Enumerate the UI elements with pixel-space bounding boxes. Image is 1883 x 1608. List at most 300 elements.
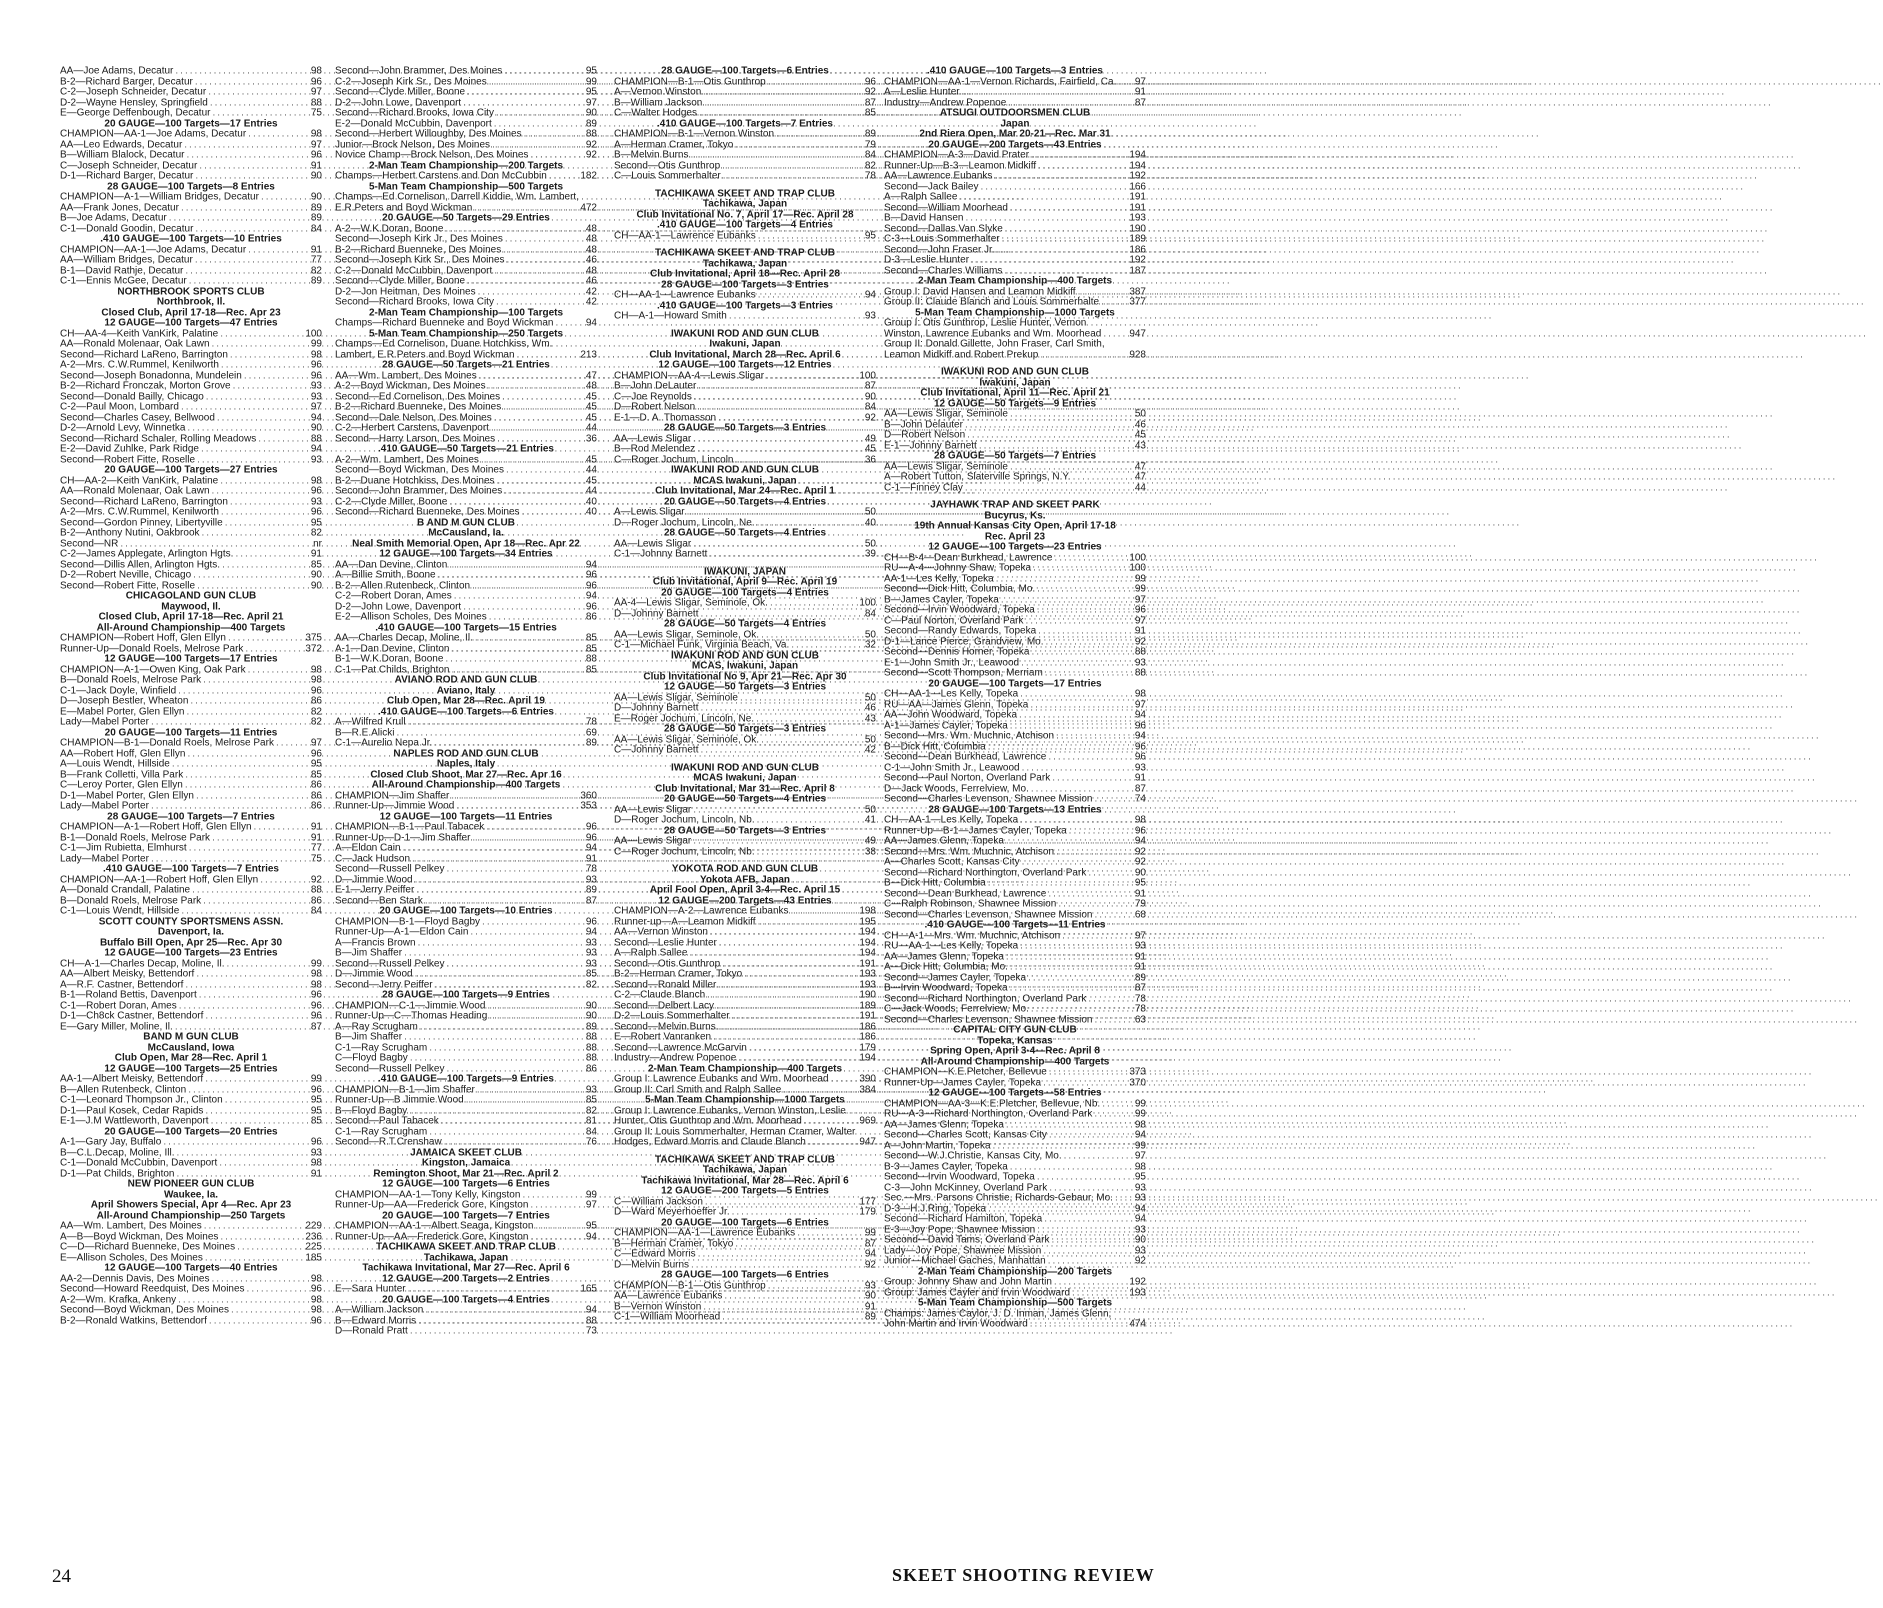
score: 90 <box>310 190 322 203</box>
score: 195 <box>859 915 876 927</box>
section-heading: .410 GAUGE—100 Targets—4 Entries <box>657 218 833 231</box>
shooter-name: B—William Jackson <box>614 96 703 108</box>
score: 96 <box>310 505 322 518</box>
shooter-name: E-1—J.M Wattleworth, Davenport <box>60 1114 209 1127</box>
score: 78 <box>1134 992 1146 1004</box>
shooter-name: CHAMPION—C-1—Jimmie Wood <box>335 999 486 1011</box>
score: 96 <box>310 148 322 161</box>
section-heading: TACHIKAWA SKEET AND TRAP CLUB <box>655 246 835 259</box>
shooter-name: AA—Lawrence Eubanks <box>884 169 993 182</box>
score: 93 <box>1134 1244 1146 1256</box>
shooter-name: AA—Wm. Lambert, Des Moines <box>60 1219 202 1232</box>
shooter-name: CH—AA-1—Lawrence Eubanks <box>614 229 756 241</box>
score: 90 <box>1134 866 1146 878</box>
result-text-line: Champs: James Caylor, J. D. Inman, James Glenn, <box>884 1307 1112 1319</box>
score: 81 <box>585 1114 597 1127</box>
section-heading: MCAS, Iwakuni, Japan <box>691 659 799 672</box>
score: 373 <box>1129 1065 1146 1078</box>
shooter-name: Second—James Cayler, Topeka <box>884 971 1027 983</box>
shooter-name: C-2—James Applegate, Arlington Hgts. <box>60 547 234 560</box>
score: 88 <box>585 1051 597 1064</box>
section-heading: Yokota AFB, Japan <box>699 873 790 885</box>
score: 236 <box>305 1230 322 1242</box>
score: 91 <box>310 547 322 560</box>
score: 194 <box>859 936 876 948</box>
score: 95 <box>864 229 876 241</box>
section-heading: 20 GAUGE—100 Targets—20 Entries <box>104 1125 278 1137</box>
score: 44 <box>585 463 597 476</box>
shooter-name: C-2—Paul Moon, Lombard <box>60 400 179 413</box>
shooter-name: AA—Ronald Molenaar, Oak Lawn <box>60 337 210 350</box>
shooter-name: AA-4—Lewis Sligar, Seminole, Ok. <box>614 596 768 609</box>
shooter-name: B-2—Richard Buenneke, Des Moines <box>335 243 502 255</box>
score: 94 <box>1134 1128 1146 1141</box>
shooter-name: C-1—Johnny Barnett <box>614 547 708 560</box>
shooter-name: C—Roger Jochum, Lincoln <box>614 453 734 465</box>
score: 90 <box>585 106 597 119</box>
shooter-name: CHAMPION—Robert Hoff, Glen Ellyn <box>60 631 226 644</box>
section-heading: 20 GAUGE—100 Targets—4 Entries <box>382 1293 550 1305</box>
score: 194 <box>1129 148 1146 161</box>
shooter-name: CHAMPION—B-1—Otis Gunthrop <box>614 1279 766 1291</box>
dot-leader <box>729 311 856 322</box>
shooter-name: E-2—David Zuhlke, Park Ridge <box>60 442 199 455</box>
score: 94 <box>1134 729 1146 742</box>
shooter-name: E—Robert Vanranken <box>614 1030 712 1043</box>
shooter-name: E.R.Peters and Boyd Wickman <box>335 201 473 213</box>
score: 99 <box>585 1188 597 1200</box>
score: 68 <box>1134 908 1146 920</box>
shooter-name: C—Johnny Barnett <box>614 743 699 756</box>
shooter-name: Second—Harry Larson, Des Moines <box>335 432 496 444</box>
shooter-name: C-1—Pat Childs, Brighton <box>335 663 450 675</box>
score: 213 <box>580 348 597 360</box>
section-heading: 12 GAUGE—100 Targets—11 Entries <box>379 810 553 822</box>
score: 87 <box>310 1020 322 1032</box>
shooter-name: Hunter, Otis Gunthrop and Wm. Moorhead <box>614 1114 802 1127</box>
shooter-name: E—Gary Miller, Moline, Il. <box>60 1020 173 1032</box>
section-heading: Closed Club Shoot, Mar 27—Rec. Apr 16 <box>370 768 562 780</box>
section-heading: .410 GAUGE—100 Targets—11 Entries <box>924 918 1106 931</box>
shooter-name: C—Walter Hodges <box>614 106 697 119</box>
shooter-name: C-2—Donald McCubbin, Davenport <box>335 264 493 276</box>
shooter-name: Sec.—Mrs. Parsons Christie, Richards-Gebaur, Mo. <box>884 1191 1113 1204</box>
section-heading: 20 GAUGE—100 Targets—17 Entries <box>928 677 1102 689</box>
score: 190 <box>859 988 876 1001</box>
section-heading: 12 GAUGE—100 Targets—23 Entries <box>928 540 1102 553</box>
section-heading: 20 GAUGE—100 Targets—7 Entries <box>382 1209 550 1221</box>
shooter-name: E—Sara Hunter <box>335 1282 406 1295</box>
shooter-name: C—Joe Reynolds <box>614 390 692 402</box>
score: 93 <box>585 936 597 948</box>
results-column-2 <box>335 66 597 1337</box>
shooter-name: C-1—Finney Clay <box>884 481 963 493</box>
shooter-name: D—Johnny Barnett <box>614 701 699 714</box>
shooter-name: D-2—Louis Sommerhalter <box>614 1009 730 1022</box>
shooter-name: AA—Lewis Sligar <box>614 537 692 549</box>
shooter-name: E—Mabel Porter, Glen Ellyn <box>60 705 185 717</box>
shooter-name: Second—Charles Williams <box>884 264 1003 276</box>
score: 47 <box>1134 460 1146 472</box>
score: 91 <box>585 852 597 864</box>
page-number: 24 <box>52 1566 71 1587</box>
shooter-name: AA—William Bridges, Decatur <box>60 253 193 266</box>
shooter-name: Second—Mrs. Wm. Muchnic, Atchison <box>884 729 1055 742</box>
shooter-name: CHAMPION—B-1—Floyd Bagby <box>335 915 481 927</box>
shooter-name: Lady—Joy Pope, Shawnee Mission <box>884 1244 1042 1256</box>
score: 84 <box>864 607 876 619</box>
section-heading: 2nd Riera Open, Mar 20-21—Rec. Mar 31 <box>919 127 1111 140</box>
shooter-name: Second—Richard LaReno, Barrington <box>60 348 228 360</box>
section-heading: TACHIKAWA SKEET AND TRAP CLUB <box>376 1240 556 1253</box>
shooter-name: E-3—Joy Pope, Shawnee Mission <box>884 1223 1036 1235</box>
score: 95 <box>585 1219 597 1232</box>
shooter-name: A-2—Wm. Lambert, Des Moines <box>335 453 479 465</box>
section-heading: 12 GAUGE—200 Targets—5 Entries <box>661 1184 829 1197</box>
score: 91 <box>1134 624 1146 637</box>
score: 93 <box>1134 1181 1146 1193</box>
score: 88 <box>585 1314 597 1326</box>
score: 182 <box>580 169 597 182</box>
score: 84 <box>585 1125 597 1137</box>
shooter-name: CHAMPION—B-1—Jim Shaffer <box>335 1083 475 1095</box>
shooter-name: B—Allen Rutenbeck, Clinton <box>60 1083 187 1095</box>
score: 91 <box>1134 887 1146 899</box>
shooter-name: A-1—Gary Jay, Buffalo <box>60 1135 162 1148</box>
score: 192 <box>1129 1275 1146 1288</box>
shooter-name: B—John Delauter <box>884 418 963 430</box>
score: 96 <box>310 684 322 696</box>
dot-leader <box>808 1137 856 1148</box>
section-heading: Club Invitational, April 18—Rec. April 28 <box>650 267 840 280</box>
shooter-name: Runner-Up—C—Thomas Heading <box>335 1009 488 1022</box>
score: 92 <box>585 138 597 150</box>
score: 99 <box>585 75 597 87</box>
shooter-name: Group II: Claude Blanch and Louis Sommerhalte <box>884 295 1100 308</box>
shooter-name: A-2—Wm. Krafka, Ankeny <box>60 1293 177 1305</box>
results-column-3 <box>614 66 876 1323</box>
score: 91 <box>864 1300 876 1312</box>
shooter-name: D—Jimmie Wood <box>335 873 413 885</box>
score: 93 <box>1134 1223 1146 1235</box>
score: 177 <box>859 1195 876 1207</box>
score: 198 <box>859 904 876 917</box>
shooter-name: Second—Dean Burkhead, Lawrence <box>884 750 1047 763</box>
section-heading: 2-Man Team Championship—200 Targets <box>368 159 564 171</box>
dot-leader <box>758 231 856 242</box>
section-heading: Club Invitational, Mar 31—Rec. April 8 <box>655 782 835 794</box>
score: 44 <box>585 421 597 434</box>
score: 92 <box>864 85 876 98</box>
section-heading: 12 GAUGE—100 Targets—47 Entries <box>104 316 278 329</box>
score: 75 <box>310 106 322 119</box>
score: 87 <box>1134 96 1146 108</box>
score: 89 <box>310 201 322 213</box>
section-heading: 12 GAUGE—200 Targets—2 Entries <box>382 1272 550 1284</box>
shooter-name: Second—Dillis Allen, Arlington Hgts. <box>60 558 221 570</box>
score: 98 <box>1134 1118 1146 1130</box>
score: 91 <box>310 831 322 843</box>
section-heading: ATSUGI OUTDOORSMEN CLUB <box>939 106 1091 119</box>
score: 193 <box>859 967 876 980</box>
shooter-name: E-1—D. A. Thomasson <box>614 411 717 423</box>
score: 99 <box>1134 1107 1146 1120</box>
shooter-name: C-2—Joseph Schneider, Decatur <box>60 85 207 98</box>
section-heading: 28 GAUGE—100 Targets—13 Entries <box>928 803 1102 815</box>
shooter-name: CHAMPION—AA-3—K.E.Pletcher, Bellevue, Nb. <box>884 1097 1101 1109</box>
score: 50 <box>864 733 876 745</box>
shooter-name: B-2—Richard Buenneke, Des Moines <box>335 400 502 413</box>
section-heading: McCausland, Iowa <box>147 1041 235 1053</box>
shooter-name: Second—Dean Burkhead, Lawrence <box>884 887 1047 899</box>
score: 93 <box>1134 656 1146 668</box>
shooter-name: C-1—John Smith Jr., Leawood <box>884 761 1020 773</box>
shooter-name: D-1—Richard Barger, Decatur <box>60 169 194 182</box>
section-heading: .410 GAUGE—50 Targets—21 Entries <box>378 442 554 455</box>
shooter-name: Second—Otis Gunthrop <box>614 159 721 171</box>
score: 49 <box>864 834 876 847</box>
score: 45 <box>585 400 597 413</box>
score: 186 <box>859 1020 876 1032</box>
shooter-name: D—Jimmie Wood <box>335 967 413 980</box>
shooter-name: Second—Howard Reedquist, Des Moines <box>60 1282 245 1295</box>
section-heading: Tachikawa, Japan <box>702 1163 788 1176</box>
shooter-name: D—Ronald Pratt <box>335 1324 408 1337</box>
score: 90 <box>585 1009 597 1022</box>
section-heading: 20 GAUGE—50 Targets—29 Entries <box>382 211 550 224</box>
shooter-name: A—John Martin, Topeka <box>884 1139 991 1151</box>
shooter-name: A—Vernon Winston <box>614 85 702 98</box>
score: 46 <box>585 253 597 266</box>
score: 96 <box>310 999 322 1011</box>
score: 189 <box>1129 232 1146 245</box>
dot-leader <box>1030 1319 1126 1330</box>
shooter-name: Second—Charles Levenson, Shawnee Mission <box>884 792 1093 805</box>
section-heading: TACHIKAWA SKEET AND TRAP CLUB <box>655 1153 835 1165</box>
score: 94 <box>585 841 597 854</box>
section-heading: 28 GAUGE—50 Targets—3 Entries <box>663 722 827 735</box>
section-heading: B AND M GUN CLUB <box>417 516 515 528</box>
shooter-name: CHAMPION—A-3—David Prater <box>884 148 1030 161</box>
shooter-name: Runner-Up—B-3—Leamon Midkiff <box>884 159 1037 171</box>
shooter-name: AA—Lewis Sligar, Seminole <box>614 691 738 703</box>
score: 88 <box>585 1041 597 1053</box>
score: 48 <box>585 264 597 276</box>
shooter-name: AA—Albert Meisky, Bettendorf <box>60 967 195 980</box>
score: 82 <box>864 159 876 171</box>
section-heading: Tachikawa, Japan <box>702 257 788 269</box>
shooter-name: Second—Joseph Kirk Jr., Des Moines <box>335 232 503 245</box>
dot-leader <box>1103 329 1126 340</box>
shooter-name: E-1—Jerry Peiffer <box>335 883 415 896</box>
section-heading: All-Around Championship—250 Targets <box>96 1209 286 1221</box>
shooter-name: B-2—Herman Cramer, Tokyo <box>614 967 743 980</box>
result-row <box>614 549 876 560</box>
section-heading: Davenport, Ia. <box>157 925 225 938</box>
shooter-name: B—William Blalock, Decatur <box>60 148 185 161</box>
shooter-name: E—George Deffenbough, Decatur <box>60 106 211 119</box>
score: 96 <box>1134 719 1146 731</box>
score: 96 <box>1134 603 1146 616</box>
shooter-name: B—Donald Roels, Melrose Park <box>60 673 202 686</box>
score: 87 <box>585 894 597 906</box>
score: 43 <box>864 712 876 724</box>
score: 99 <box>1134 1097 1146 1109</box>
section-heading: 12 GAUGE—100 Targets—6 Entries <box>382 1177 550 1190</box>
shooter-name: D-2—Wayne Hensley, Springfield <box>60 96 208 108</box>
score: 92 <box>864 1258 876 1270</box>
score: 191 <box>859 1009 876 1022</box>
shooter-name: CHAMPION—K.E.Pletcher, Bellevue <box>884 1065 1047 1078</box>
section-heading: 12 GAUGE—100 Targets—12 Entries <box>658 358 832 371</box>
section-heading: 12 GAUGE—100 Targets—25 Entries <box>104 1062 278 1074</box>
result-text-line: Champs—Ed Cornelison, Duane Hotchkiss, Wm. <box>335 337 553 350</box>
section-heading: 5-Man Team Championship—500 Targets <box>917 1296 1113 1309</box>
score: 48 <box>585 243 597 255</box>
score: 86 <box>585 610 597 623</box>
score: 94 <box>864 1247 876 1260</box>
shooter-name: CHAMPION—AA-1—Tony Kelly, Kingston <box>335 1188 521 1200</box>
section-heading: MCAS Iwakuni, Japan <box>693 474 797 486</box>
score: 98 <box>310 967 322 980</box>
score: 87 <box>864 379 876 392</box>
score: 185 <box>305 1251 322 1263</box>
score: 186 <box>1129 243 1146 255</box>
shooter-name: Second—Herbert Willoughby, Des Moines <box>335 127 522 140</box>
shooter-name: Second—Charles Levenson, Shawnee Mission <box>884 908 1093 920</box>
section-heading: 28 GAUGE—50 Targets—3 Entries <box>663 824 827 836</box>
score: 225 <box>305 1240 322 1253</box>
score: 94 <box>585 925 597 938</box>
shooter-name: B—Dick Hitt, Columbia <box>884 876 986 889</box>
shooter-name: AA—James Glenn, Topeka <box>884 1118 1004 1130</box>
score: 93 <box>310 1146 322 1158</box>
score: 89 <box>585 117 597 129</box>
shooter-name: AA—Leo Edwards, Decatur <box>60 138 183 150</box>
result-text-line: Group II: Donald Gillette, John Fraser, Carl Smith, <box>884 337 1105 350</box>
shooter-name: Second—Ed Cornelison, Des Moines <box>335 390 501 402</box>
section-heading: Aviano, Italy <box>436 684 496 696</box>
result-row <box>60 1316 322 1327</box>
score: 96 <box>585 579 597 591</box>
score: 41 <box>864 813 876 826</box>
section-heading: 20 GAUGE—50 Targets—4 Entries <box>663 792 827 805</box>
shooter-name: Runner-Up—Donald Roels, Melrose Park <box>60 642 244 654</box>
score: 165 <box>580 1282 597 1295</box>
dot-leader <box>410 1326 577 1337</box>
score: 78 <box>864 169 876 182</box>
shooter-name: Lady—Mabel Porter <box>60 799 149 812</box>
section-heading: Topeka, Kansas <box>977 1034 1053 1046</box>
score: 90 <box>310 579 322 591</box>
score: 88 <box>585 1030 597 1043</box>
shooter-name: Second—Clyde Miller, Boone <box>335 274 466 287</box>
section-heading: .410 GAUGE—100 Targets—6 Entries <box>378 705 554 717</box>
score: 93 <box>310 495 322 507</box>
shooter-name: C—Floyd Bagby <box>335 1051 408 1064</box>
score: 377 <box>1129 295 1146 308</box>
dot-leader <box>757 847 856 858</box>
score: 100 <box>859 596 876 609</box>
score: 96 <box>310 1314 322 1326</box>
shooter-name: A—Lewis Sligar <box>614 505 685 518</box>
section-heading: 28 GAUGE—50 Targets—4 Entries <box>663 526 827 539</box>
section-heading: AVIANO ROD AND GUN CLUB <box>394 673 538 686</box>
shooter-name: Second—Charles Scott, Kansas City <box>884 1128 1047 1141</box>
score: 43 <box>1134 439 1146 451</box>
section-heading: 12 GAUGE—50 Targets—3 Entries <box>663 680 827 693</box>
section-heading: .410 GAUGE—100 Targets—15 Entries <box>375 621 557 633</box>
section-heading: 20 GAUGE—100 Targets—17 Entries <box>104 117 278 129</box>
shooter-name: CHAMPION—B-1—Paul Tabacek <box>335 820 485 833</box>
score: 193 <box>859 978 876 990</box>
section-heading: All-Around Championship—400 Targets <box>96 621 286 633</box>
shooter-name: Runner-Up—A-1—Eldon Cain <box>335 925 469 938</box>
shooter-name: CH—AA-2—Keith VanKirk, Palatine <box>60 474 219 486</box>
shooter-name: AA-1—Les Kelly, Topeka <box>884 572 994 584</box>
score: 92 <box>310 873 322 885</box>
score: 89 <box>864 1310 876 1323</box>
shooter-name: D-1—Pat Childs, Brighton <box>60 1167 175 1179</box>
score: 94 <box>864 288 876 301</box>
score: 100 <box>1129 551 1146 563</box>
shooter-name: Runner-up—A—Leamon Midkiff <box>614 915 756 927</box>
score: 48 <box>585 222 597 234</box>
shooter-name: Lambert, E.R.Peters and Boyd Wickman <box>335 348 515 360</box>
score: 97 <box>585 96 597 108</box>
section-heading: All-Around Championship—400 Targets <box>371 778 561 791</box>
score: 190 <box>1129 222 1146 234</box>
shooter-name: D-2—Arnold Levy, Winnetka <box>60 421 186 434</box>
shooter-name: Second—Charles Levenson, Shawnee Mission <box>884 1013 1093 1025</box>
shooter-name: RU—A-4—Johnny Shaw, Topeka <box>884 561 1032 574</box>
shooter-name: Second—William Moorhead <box>884 201 1008 213</box>
shooter-name: B—Melvin Burns <box>614 148 689 161</box>
score: 95 <box>585 64 597 77</box>
section-heading: 28 GAUGE—100 Targets—3 Entries <box>661 278 829 290</box>
section-heading: 28 GAUGE—100 Targets—6 Entries <box>661 1268 829 1281</box>
score: 93 <box>864 1279 876 1291</box>
score: 85 <box>585 642 597 654</box>
score: 472 <box>580 201 597 213</box>
score: 93 <box>864 309 876 322</box>
shooter-name: Second—John Fraser Jr. <box>884 243 995 255</box>
shooter-name: B—Dick Hitt, Columbia <box>884 740 986 752</box>
shooter-name: A—Billie Smith, Boone <box>335 568 436 581</box>
shooter-name: AA—Lewis Sligar <box>614 834 692 847</box>
score: 92 <box>1134 1254 1146 1267</box>
score: 73 <box>585 1324 597 1337</box>
score: 96 <box>310 358 322 371</box>
score: 87 <box>864 96 876 108</box>
section-heading: Tachikawa Invitational, Mar 27—Rec. April 6 <box>362 1261 570 1274</box>
shooter-name: CHAMPION—A-2—Lawrence Eubanks <box>614 904 789 917</box>
section-heading: Japan <box>1000 117 1030 129</box>
section-heading: NORTHBROOK SPORTS CLUB <box>117 285 265 297</box>
shooter-name: CH—A-1—Charles Decap, Moline, Il. <box>60 957 225 969</box>
shooter-name: CHAMPION—B-1—Donald Roels, Melrose Park <box>60 736 274 749</box>
shooter-name: C-2—Herbert Carstens, Davenport <box>335 421 489 434</box>
shooter-name: A—Charles Scott, Kansas City <box>884 855 1020 868</box>
shooter-name: Second—Melvin Burns <box>614 1020 716 1032</box>
score: 96 <box>310 1009 322 1022</box>
shooter-name: Second—W.J.Christie, Kansas City, Mo. <box>884 1149 1062 1162</box>
section-heading: 2-Man Team Championship—400 Targets <box>647 1062 843 1074</box>
score: 98 <box>310 1156 322 1169</box>
shooter-name: B—Jim Shaffer <box>335 1030 403 1043</box>
section-heading: 28 GAUGE—100 Targets—6 Entries <box>661 64 829 77</box>
dot-leader <box>709 549 856 560</box>
